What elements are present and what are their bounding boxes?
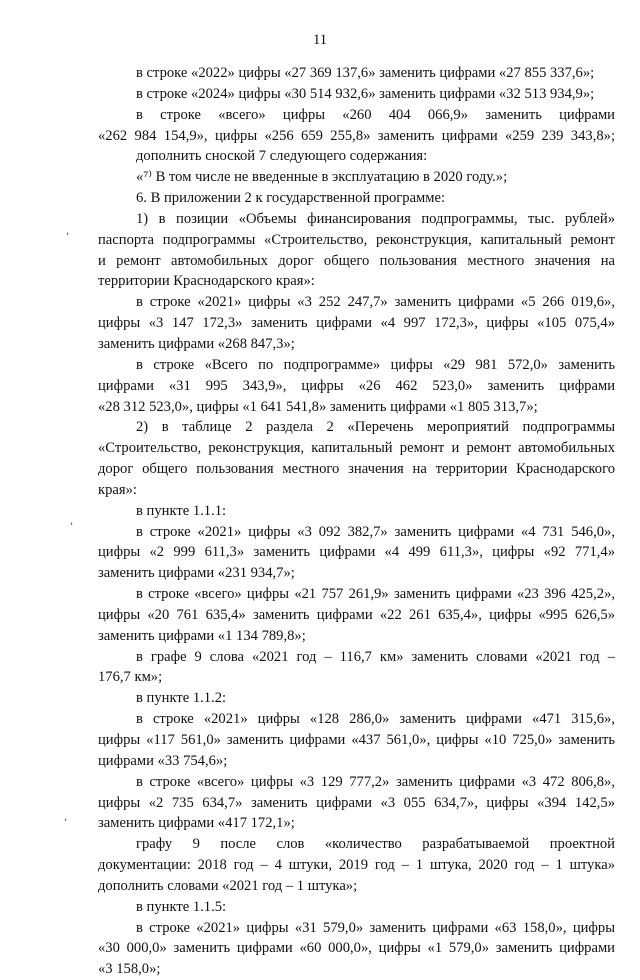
text-line: заменить цифрами «1 134 789,8»; xyxy=(98,627,306,644)
text-line: цифрами «33 754,6»; xyxy=(98,752,228,769)
text-line: цифры «2 735 634,7» заменить цифрами «3 055 634,7», цифры «394 142,5» xyxy=(98,794,615,811)
text-line: цифры «3 147 172,3» заменить цифрами «4 997 172,3», цифры «105 075,4» xyxy=(98,315,615,332)
text-line: в графе 9 слова «2021 год – 116,7 км» заменить словами «2021 год – xyxy=(136,648,615,665)
text-line: 176,7 км»; xyxy=(98,669,163,686)
text-line: паспорта подпрограммы «Строительство, реконструкция, капитальный ремонт xyxy=(98,231,615,248)
text-line: документации: 2018 год – 4 штуки, 2019 год – 1 штука, 2020 год – 1 штука» xyxy=(98,857,615,874)
text-line: графу 9 после слов «количество разрабатываемой проектной xyxy=(136,836,615,853)
text-line: заменить цифрами «231 934,7»; xyxy=(98,565,295,582)
text-line: 6. В приложении 2 к государственной программе: xyxy=(136,190,446,207)
text-line: 1) в позиции «Объемы финансирования подпрограммы, тыс. рублей» xyxy=(136,210,615,227)
margin-mark: , xyxy=(64,812,68,823)
text-line: в пункте 1.1.2: xyxy=(136,690,227,707)
text-line: «262 984 154,9», цифры «256 659 255,8» заменить цифрами «259 239 343,8»; xyxy=(98,127,615,144)
text-line: «30 000,0» заменить цифрами «60 000,0», цифры «1 579,0» заменить цифрами xyxy=(98,940,615,957)
text-line: в пункте 1.1.1: xyxy=(136,502,227,519)
text-line: в строке «2021» цифры «31 579,0» заменить цифрами «63 158,0», цифры xyxy=(136,919,615,936)
text-line: в строке «всего» цифры «260 404 066,9» заменить цифрами xyxy=(136,106,615,123)
text-line: в строке «Всего по подпрограмме» цифры «29 981 572,0» заменить xyxy=(136,356,615,373)
text-line: заменить цифрами «417 172,1»; xyxy=(98,815,295,832)
text-line: цифрами «31 995 343,9», цифры «26 462 523,0» заменить цифрами xyxy=(98,377,615,394)
margin-mark: , xyxy=(70,516,74,527)
text-line: и ремонт автомобильных дорог общего пользования местного значения на xyxy=(98,252,615,269)
text-line: цифры «20 761 635,4» заменить цифрами «22 261 635,4», цифры «995 626,5» xyxy=(98,606,615,623)
text-line: в строке «всего» цифры «21 757 261,9» заменить цифрами «23 396 425,2», xyxy=(136,586,615,603)
text-line: «Строительство, реконструкция, капитальный ремонт и ремонт автомобильных xyxy=(98,440,615,457)
text-line: в строке «2021» цифры «3 092 382,7» заменить цифрами «4 731 546,0», xyxy=(136,523,615,540)
text-line: цифры «2 999 611,3» заменить цифрами «4 499 611,3», цифры «92 771,4» xyxy=(98,544,615,561)
text-line: «3 158,0»; xyxy=(98,961,161,978)
text-line: «28 312 523,0», цифры «1 641 541,8» заменить цифрами «1 805 313,7»; xyxy=(98,398,538,415)
text-line: дорог общего пользования местного значения на территории Краснодарского xyxy=(98,461,615,478)
text-line: в строке «2021» цифры «3 252 247,7» заменить цифрами «5 266 019,6», xyxy=(136,294,615,311)
page-number: 11 xyxy=(312,32,328,48)
text-line: дополнить словами «2021 год – 1 штука»; xyxy=(98,877,358,894)
text-line: в строке «2022» цифры «27 369 137,6» заменить цифрами «27 855 337,6»; xyxy=(136,65,595,81)
text-line: в строке «2021» цифры «128 286,0» заменить цифрами «471 315,6», xyxy=(136,711,615,728)
text-line: заменить цифрами «268 847,3»; xyxy=(98,335,295,352)
text-line: 2) в таблице 2 раздела 2 «Перечень мероприятий подпрограммы xyxy=(136,419,615,436)
text-line: в строке «всего» цифры «3 129 777,2» заменить цифрами «3 472 806,8», xyxy=(136,773,615,790)
document-body xyxy=(98,63,615,980)
text-line: края»: xyxy=(98,481,137,498)
text-line: цифры «117 561,0» заменить цифрами «437 561,0», цифры «10 725,0» заменить xyxy=(98,732,615,748)
text-line: «⁷⁾ В том числе не введенные в эксплуатацию в 2020 году.»; xyxy=(136,169,508,186)
text-line: в пункте 1.1.5: xyxy=(136,898,227,915)
text-line: в строке «2024» цифры «30 514 932,6» заменить цифрами «32 513 934,9»; xyxy=(136,85,595,102)
text-line: территории Краснодарского края»: xyxy=(98,273,315,290)
text-line: дополнить сноской 7 следующего содержания: xyxy=(136,148,428,165)
margin-mark: , xyxy=(66,226,70,237)
